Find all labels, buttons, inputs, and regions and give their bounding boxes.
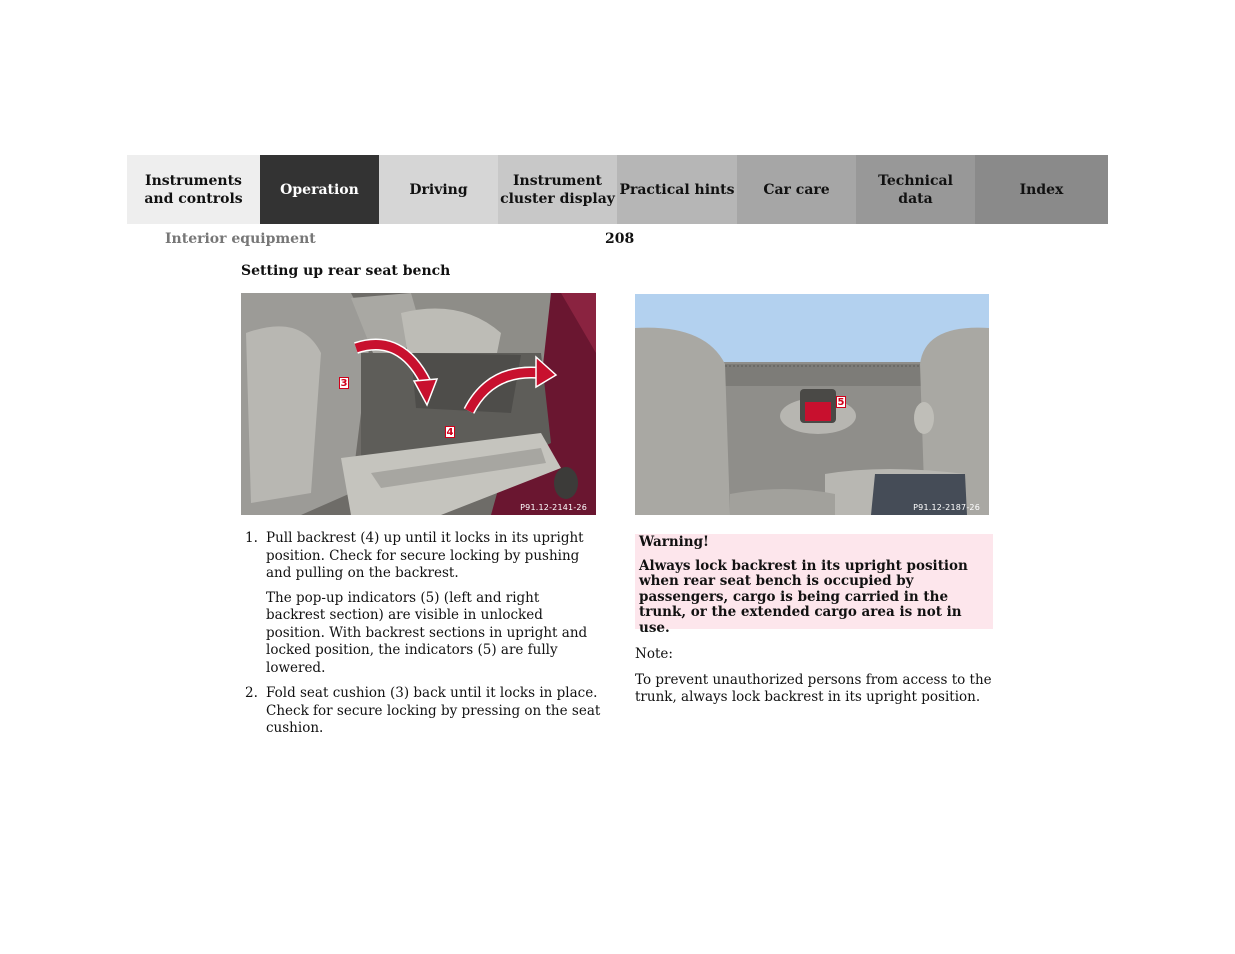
callout-3: 3	[340, 378, 348, 389]
tab-instruments-and-controls[interactable]	[127, 155, 260, 224]
pop-up-indicator-illustration	[635, 294, 989, 515]
tab-instrument-cluster-display[interactable]	[498, 155, 617, 224]
tab-driving[interactable]	[379, 155, 498, 224]
instruction-step	[241, 530, 601, 677]
tab-label: Instruments and controls	[144, 172, 243, 207]
warning-text: Always lock backrest in its upright position when rear seat bench is occupied by passengers, cargo is being carried in the trunk, or the extended cargo area is not in use.	[639, 557, 968, 636]
tab-practical-hints[interactable]	[617, 155, 737, 224]
tab-label: Technical data	[878, 172, 953, 207]
warning-title: Warning!	[639, 534, 709, 550]
instruction-steps	[241, 530, 601, 746]
note-text: To prevent unauthorized persons from access to the trunk, always lock backrest in its upright position.	[635, 671, 992, 705]
tab-label: Operation	[280, 181, 359, 198]
step-number: 2.	[245, 685, 258, 701]
page-number: 208	[605, 231, 635, 247]
instruction-step	[241, 685, 601, 738]
tab-technical-data[interactable]	[856, 155, 975, 224]
tab-label: Index	[1019, 181, 1064, 198]
figure-code: P91.12-2141-26	[520, 503, 587, 512]
rear-seat-fold-drawing	[241, 293, 596, 515]
tab-label: Car care	[763, 181, 830, 198]
tab-label: Driving	[409, 181, 468, 198]
step-text: Pull backrest (4) up until it locks in its upright position. Check for secure locking by pushing and pulling on the backrest.	[266, 530, 584, 581]
note-label: Note:	[635, 646, 673, 662]
rear-shelf-drawing	[635, 294, 989, 515]
tab-index[interactable]	[975, 155, 1108, 224]
step-text: Fold seat cushion (3) back until it locks in place. Check for secure locking by pressing on the seat cushion.	[266, 685, 601, 736]
figure-code: P91.12-2187-26	[913, 503, 980, 512]
note-block	[635, 646, 995, 715]
rear-seat-fold-illustration	[241, 293, 596, 515]
callout-4: 4	[446, 427, 454, 438]
step-subtext: The pop-up indicators (5) (left and right backrest section) are visible in unlocked position. With backrest sections in upright and locked position, the indicators (5) are fully lowered.	[266, 589, 588, 676]
section-label: Interior equipment	[165, 231, 316, 247]
main-navigation	[127, 155, 1108, 224]
warning-box	[635, 534, 993, 636]
tab-operation[interactable]	[260, 155, 379, 224]
tab-label: Instrument cluster display	[500, 172, 615, 207]
tab-car-care[interactable]	[737, 155, 856, 224]
step-number: 1.	[245, 530, 258, 546]
tab-label: Practical hints	[619, 181, 735, 198]
callout-5: 5	[837, 397, 845, 408]
page-heading: Setting up rear seat bench	[241, 263, 451, 279]
